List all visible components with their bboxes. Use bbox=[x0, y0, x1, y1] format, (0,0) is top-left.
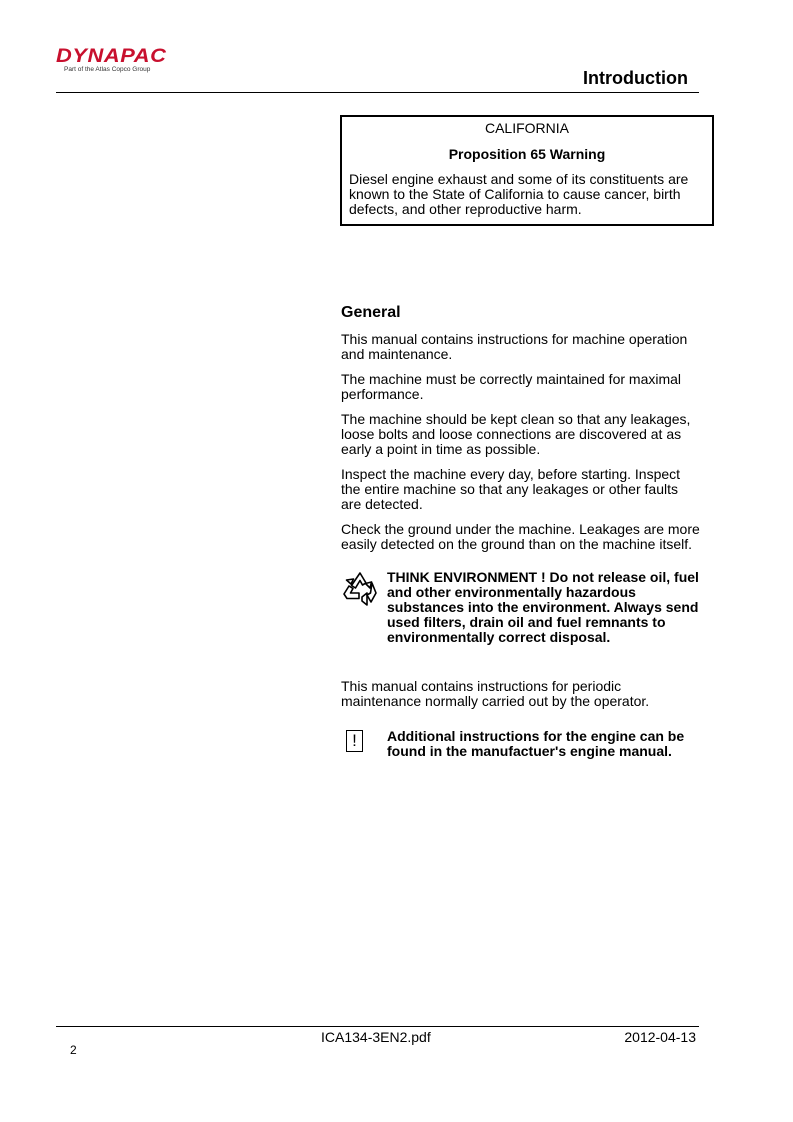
warning-heading: Proposition 65 Warning bbox=[448, 146, 606, 162]
dynapac-logo bbox=[56, 47, 196, 81]
environment-notice-text: THINK ENVIRONMENT ! Do not release oil, fuel and other environmentally hazardous substances into the environment. Always send used filters, drain oil and fuel remnants to environmentally correct disposal. bbox=[387, 569, 699, 645]
general-paragraph: This manual contains instructions for machine operation and maintenance. bbox=[341, 331, 688, 362]
proposition-65-warning-box bbox=[340, 115, 714, 226]
general-paragraph: Check the ground under the machine. Leakages are more easily detected on the ground than on the machine itself. bbox=[341, 521, 700, 552]
engine-notice-text: Additional instructions for the engine can be found in the manufactuer's engine manual. bbox=[387, 728, 685, 759]
exclamation-icon: ! bbox=[346, 730, 363, 752]
logo-wordmark: DYNAPAC bbox=[56, 46, 167, 67]
environment-notice bbox=[341, 570, 701, 645]
section-title: Introduction bbox=[583, 68, 688, 88]
recycle-icon bbox=[341, 570, 379, 611]
logo-subtitle: Part of the Atlas Copco Group bbox=[64, 66, 151, 73]
general-heading: General bbox=[341, 304, 401, 321]
engine-notice bbox=[341, 729, 701, 759]
general-paragraph: The machine must be correctly maintained for maximal performance. bbox=[341, 371, 682, 402]
general-paragraph: Inspect the machine every day, before starting. Inspect the entire machine so that any leakages or other faults are detected. bbox=[341, 466, 681, 512]
page-number: 2 bbox=[70, 1043, 77, 1057]
warning-text: Diesel engine exhaust and some of its constituents are known to the State of California to cause cancer, birth defects, and other reproductive harm. bbox=[349, 171, 689, 217]
footer-filename: ICA134-3EN2.pdf bbox=[321, 1029, 431, 1045]
general-section bbox=[341, 304, 701, 759]
general-paragraph: The machine should be kept clean so that any leakages, loose bolts and loose connections are discovered at as early a point in time as possible. bbox=[341, 411, 691, 457]
footer-divider bbox=[56, 1026, 699, 1027]
footer-date: 2012-04-13 bbox=[624, 1029, 696, 1045]
warning-state: CALIFORNIA bbox=[484, 120, 569, 136]
header-divider bbox=[56, 92, 699, 93]
periodic-maintenance-paragraph: This manual contains instructions for periodic maintenance normally carried out by the operator. bbox=[341, 678, 650, 709]
